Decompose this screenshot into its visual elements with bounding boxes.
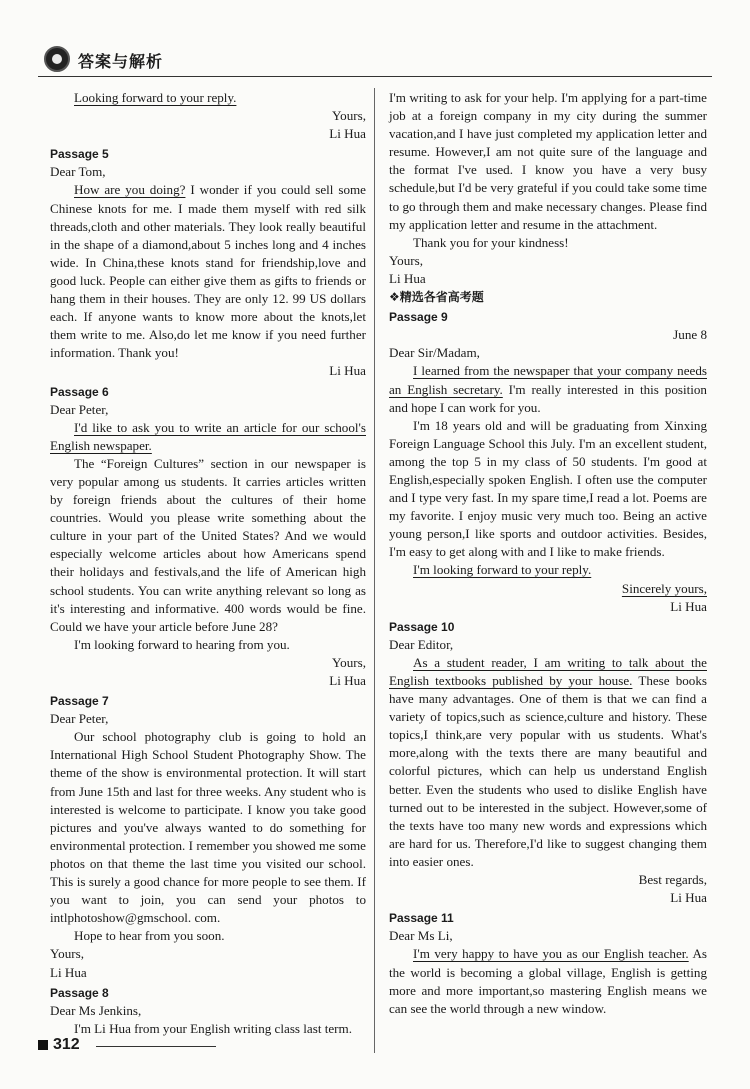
signature: Li Hua: [329, 673, 366, 688]
passage-heading: Passage 6: [50, 384, 109, 399]
salutation: Dear Tom,: [50, 164, 106, 180]
signature: Li Hua: [670, 890, 707, 906]
closing: Sincerely yours,: [621, 580, 707, 596]
page-number: 312: [53, 1036, 80, 1053]
signature: Li Hua: [329, 126, 366, 142]
underlined-sentence: I'm looking forward to your reply.: [413, 562, 592, 578]
passage-heading: Passage 11: [389, 911, 454, 926]
paragraph-text: As the world is becoming a global village, English is getting more and more important,so mastering English means we can see the world through a new window.: [389, 946, 707, 1016]
text-line: Looking forward to your reply.: [74, 90, 237, 105]
passage-heading: Passage 7: [50, 694, 109, 709]
paragraph: Our school photography club is going to hold an International High School Student Photography Show. The theme of the show is environmental protection. It will start from June 15th and last for three weeks. Any student who is interested is welcome to participate. I know you take good pictures and you've always wanted to do something for environmental protection. I remember you showed me some photos on that theme the last time you visited our school. This is surely a good chance for more people to see them. If you want to join, you can send your photos to intlphotoshow@gmschool. com.: [50, 729, 366, 926]
underlined-sentence: I'm very happy to have you as our English teacher.: [413, 946, 689, 962]
paragraph-text: I'm really interested in this position and hope I can work for you.: [389, 381, 707, 415]
column-divider: [374, 88, 375, 1053]
passage-heading: Passage 5: [50, 147, 109, 162]
paragraph: I'm 18 years old and will be graduating from Xinxing Foreign Language School this July. I'm an excellent student, among the top 5 in my class of 50 students. I'm good at English,especially spoken English. I often use the computer and I type very fast. In my spare time,I read a lot. Poems are my favorite. I enjoy music very much too. Being an active young person,I like sports and outdoor activities. Besides, I'm easy to get along with and I like to make friends.: [389, 417, 707, 560]
page-footer: [38, 1036, 238, 1056]
paragraph: I'm Li Hua from your English writing class last term.: [74, 1020, 353, 1036]
closing: Yours,: [332, 654, 366, 670]
paragraph: I'm writing to ask for your help. I'm applying for a part-time job at a foreign company in my city during the summer vacation,and I have just completed my application letter and resume. However,I am not quite sure of the language and the format I've used. I know you have a very busy schedule,but I'd be very grateful if you could take some time to go through them and make necessary changes. Please find my application letter and resume in the attachment.: [389, 90, 707, 232]
passage-heading: Passage 10: [389, 619, 455, 634]
salutation: Dear Ms Li,: [389, 928, 453, 944]
closing: Yours,: [332, 108, 366, 124]
signature: Li Hua: [50, 964, 87, 980]
salutation: Dear Sir/Madam,: [389, 345, 480, 361]
footer-rule: [96, 1046, 216, 1047]
salutation: Dear Ms Jenkins,: [50, 1002, 142, 1018]
closing-line: Hope to hear from you soon.: [74, 928, 225, 944]
underlined-sentence: I learned from the newspaper that your company needs an English secretary.: [389, 363, 707, 397]
header-rule: [38, 76, 712, 77]
left-column: [50, 89, 366, 1038]
passage-heading: Passage 8: [50, 985, 109, 1000]
paragraph: [389, 945, 707, 1017]
closing: Yours,: [50, 946, 84, 962]
paragraph: [50, 181, 366, 362]
paragraph-text: These books have many advantages. One of them is that we can find a variety of topics,such as science,culture and history. These topics,I think,are very popular with us students. What's more,along with the texts there are many beautiful and colorful pictures, which can help us understand English better. Even the students who used to dislike English have turned out to be interested in the subject. However,some of the texts have too many new words and expressions which are hard for us. Therefore,I'd like to suggest changing them into easier ones.: [389, 673, 707, 869]
signature: Li Hua: [670, 598, 707, 614]
passage-heading: Passage 9: [389, 310, 448, 325]
square-marker-icon: [38, 1040, 48, 1050]
closing: Yours,: [389, 252, 423, 268]
closing: Best regards,: [638, 872, 707, 888]
section-title: ❖精选各省高考题: [389, 290, 484, 305]
paragraph: [389, 362, 707, 416]
right-column: [389, 89, 707, 1018]
letter-date: June 8: [673, 327, 707, 343]
signature: Li Hua: [389, 270, 426, 286]
paragraph-text: I wonder if you could sell some Chinese knots for me. I made them myself with red silk threads,cloth and other materials. They look really beautiful in the shape of a diamond,about 5 inches long and 4 inches wide. In China,these knots stand for friendship,love and good luck. People can either give them as gifts to friends or hang them in their houses. They are only 12. 99 US dollars each. If anyone wants to know more about the knots,let them write to me. Also,do let me know if you need further information. Thank you!: [50, 182, 366, 361]
salutation: Dear Peter,: [50, 401, 109, 417]
underlined-sentence: I'd like to ask you to write an article for our school's English newspaper.: [50, 419, 366, 453]
signature: Li Hua: [329, 363, 366, 379]
paragraph: [389, 654, 707, 871]
salutation: Dear Editor,: [389, 636, 454, 652]
salutation: Dear Peter,: [50, 711, 109, 727]
paragraph: The “Foreign Cultures” section in our newspaper is very popular among us students. It carries articles written by foreign friends about the cultures of their home countries. Would you please write something about the culture in your part of the United States? And we would especially welcome articles about how Americans spend their holidays and festivals,and the life of American high school students. You can write anything relevant so long as it's interesting and informative. 400 words would be fine. Could we have your article before June 28?: [50, 455, 366, 634]
closing-line: I'm looking forward to hearing from you.: [74, 636, 290, 652]
header-title: 答案与解析: [78, 52, 164, 71]
closing-line: Thank you for your kindness!: [413, 234, 569, 250]
book-logo-icon: [44, 46, 70, 72]
underlined-sentence: As a student reader, I am writing to talk about the English textbooks published by your house.: [389, 654, 707, 688]
underlined-sentence: How are you doing?: [74, 182, 186, 198]
page-header: [38, 46, 712, 76]
